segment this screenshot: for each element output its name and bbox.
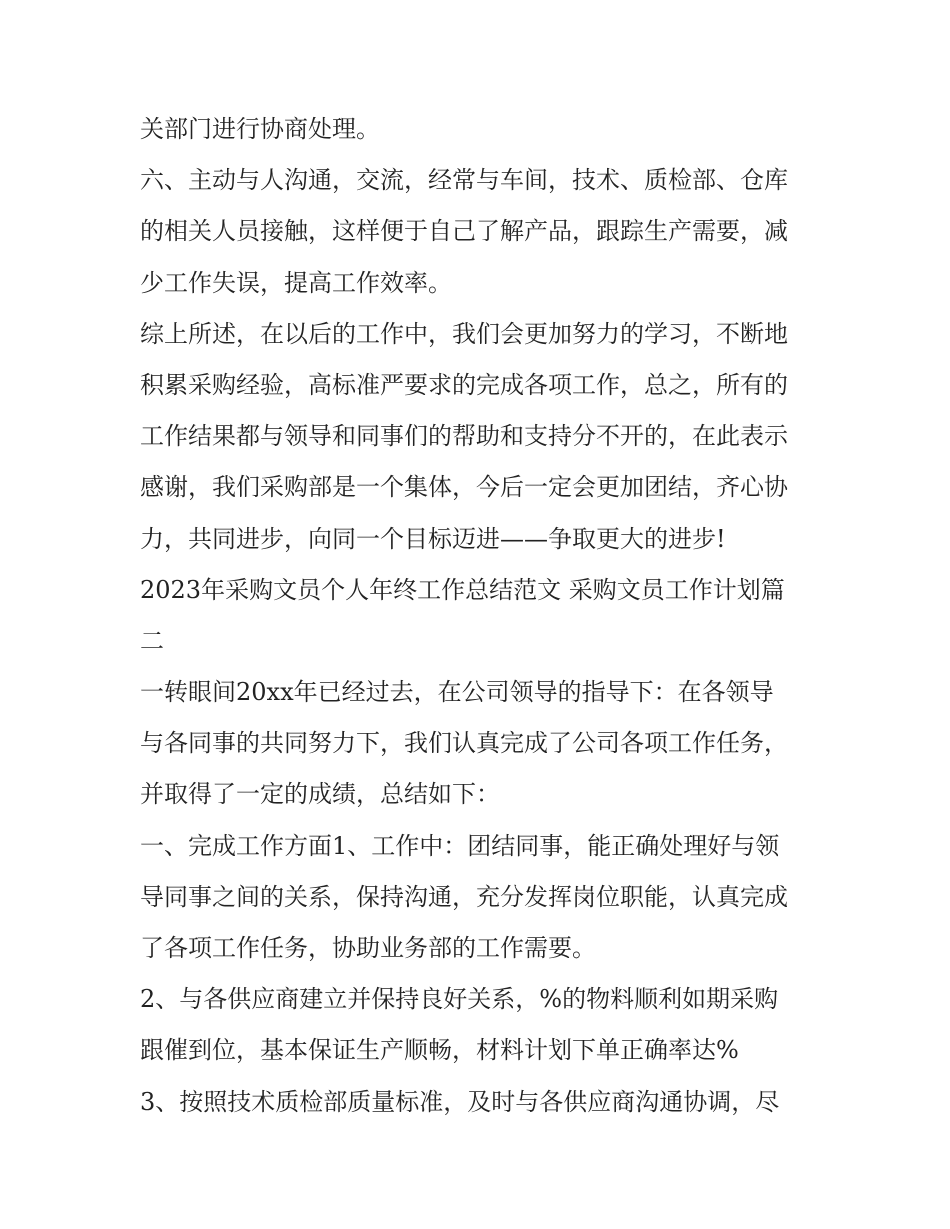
text-line: 感谢，我们采购部是一个集体，今后一定会更加团结，齐心协 bbox=[140, 473, 788, 502]
text-line: 一转眼间20xx年已经过去，在公司领导的指导下：在各领导 bbox=[140, 678, 774, 707]
section-title-line: 二 bbox=[140, 626, 164, 655]
text-line: 2、与各供应商建立并保持良好关系，%的物料顺利如期采购 bbox=[140, 985, 779, 1014]
text-line: 了各项工作任务，协助业务部的工作需要。 bbox=[140, 934, 596, 962]
text-line: 一、完成工作方面1、工作中：团结同事，能正确处理好与领 bbox=[140, 831, 780, 860]
text-line: 积累采购经验，高标准严要求的完成各项工作，总之，所有的 bbox=[140, 370, 788, 399]
document-body bbox=[140, 104, 812, 1128]
text-line: 综上所述，在以后的工作中，我们会更加努力的学习，不断地 bbox=[140, 319, 788, 348]
text-line: 工作结果都与领导和同事们的帮助和支持分不开的，在此表示 bbox=[140, 422, 788, 451]
text-line: 3、按照技术质检部质量标准，及时与各供应商沟通协调，尽 bbox=[140, 1087, 780, 1116]
text-line: 导同事之间的关系，保持沟通，充分发挥岗位职能，认真完成 bbox=[140, 882, 788, 911]
text-line: 并取得了一定的成绩，总结如下： bbox=[140, 780, 500, 809]
text-line: 与各同事的共同努力下，我们认真完成了公司各项工作任务， bbox=[140, 729, 788, 758]
section-title-line: 2023年采购文员个人年终工作总结范文 采购文员工作计划篇 bbox=[140, 575, 785, 604]
text-line: 跟催到位，基本保证生产顺畅，材料计划下单正确率达% bbox=[140, 1036, 739, 1065]
text-line: 力，共同进步，向同一个目标迈进——争取更大的进步! bbox=[140, 524, 726, 553]
text-line: 关部门进行协商处理。 bbox=[140, 115, 380, 143]
text-line: 少工作失误，提高工作效率。 bbox=[140, 268, 452, 297]
text-line: 的相关人员接触，这样便于自己了解产品，跟踪生产需要，减 bbox=[140, 217, 788, 246]
text-line: 六、主动与人沟通，交流，经常与车间，技术、质检部、仓库 bbox=[140, 166, 788, 195]
